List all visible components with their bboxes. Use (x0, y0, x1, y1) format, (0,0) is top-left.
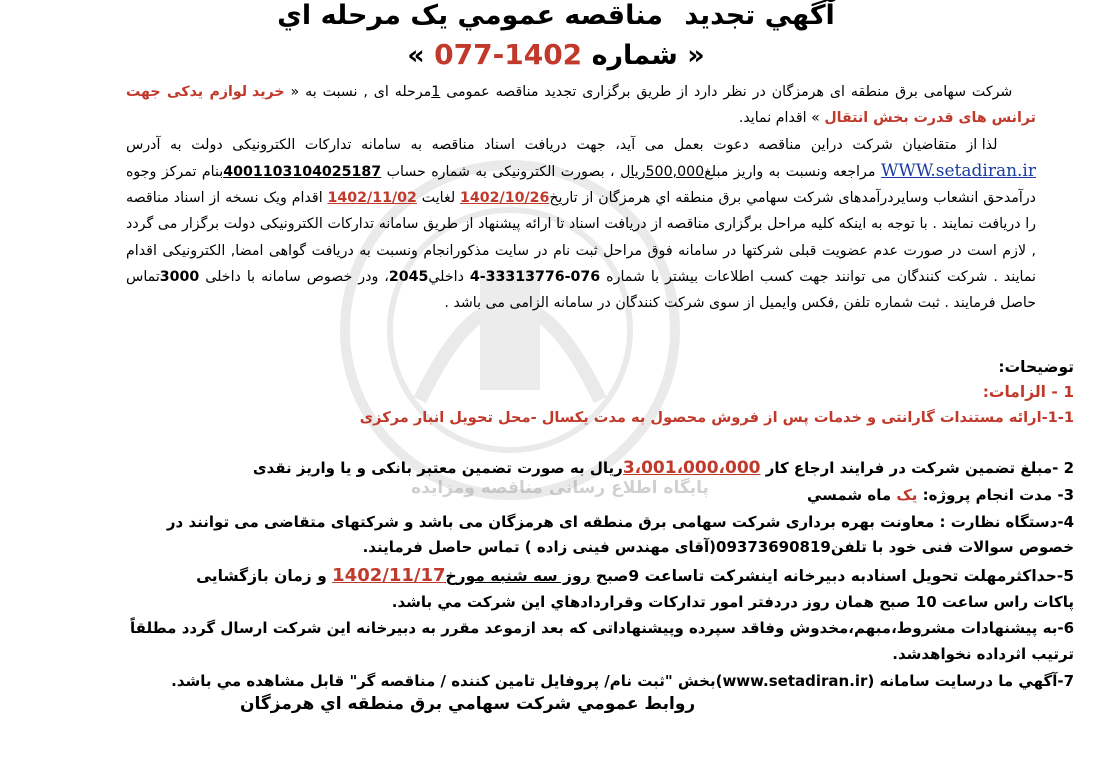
item-2-guarantee (253, 458, 1074, 478)
item-4-line2 (363, 538, 1074, 556)
account-number: 4001103104025187 (223, 163, 382, 180)
item-7 (171, 672, 1074, 690)
item4-text-c: (آقای مهندس فینی زاده ) تماس حاصل فرمایند. (362, 538, 717, 556)
item5-text-a: 5-حداکثرمهلت تحویل اسنادبه دبیرخانه اینشرکت تاساعت 9صبح (590, 567, 1074, 585)
details-text-f: اقدام ویک نسخه از اسناد مناقصه را دریافت نمایند . با توجه به اینکه کلیه مراحل برگزاری مناقصه از دریافت اسناد تا ارائه پیشنهاد از طریق سامانه تدارکات الکترونیکی دولت برگزار می گردد , لازم است در صورت عدم عضویت قبلی شرکتها در سامانه فوق مراحل ثبت نام در سایت مذکورانجام ونسبت به دریافت گواهی امضا, الکترونیکی اقدام نمایند . شرکت کنندگان می توانند جهت کسب اطلاعات بیشتر با شماره (126, 190, 1036, 286)
supervisor-phone: 09373690819 (716, 538, 831, 556)
date-from: 1402/10/26 (460, 190, 550, 207)
details-text-a: لذا از متقاضیان شرکت دراین مناقصه دعوت بعمل می آید، جهت دریافت اسناد مناقصه به سامانه تدارکات الکترونیکی دولت به آدرس (126, 136, 998, 153)
deadline-date: 1402/11/17 (332, 565, 446, 586)
title-part1: آگهي تجديد (684, 0, 835, 31)
details-text-c: ، بصورت الکترونیکی به شماره حساب (381, 163, 621, 180)
notes-heading: توضیحات: (998, 358, 1074, 376)
duration-value: یک (896, 486, 918, 504)
item-6-line2: ترتیب اثرداده نخواهدشد. (892, 645, 1074, 663)
title-part2: مناقصه عمومي يک مرحله اي (277, 0, 663, 31)
details-text-g: داخلي (428, 269, 470, 286)
requirement-1-1: 1-1-ارائه مستندات گارانتی و خدمات پس از فروش محصول به مدت یکسال -محل تحویل انبار مرکزی (359, 409, 1074, 426)
item3-text-a: 3- مدت انجام پروژه: (922, 486, 1074, 504)
requirements-heading: 1 - الزامات: (982, 383, 1074, 401)
item7-text-a: 7-آگهي ما درسايت سامانه ( (867, 672, 1074, 690)
contact-phone: 076-33313776-4 (469, 269, 601, 286)
details-text-h: ، ودر خصوص سامانه با داخلی (199, 269, 389, 286)
details-text-d: بنام تمرکز وجوه درآمدحق انشعاب وسایردرآمدهای شرکت سهامي برق منطقه اي هرمزگان از تاریخ (126, 163, 1036, 207)
details-text-b: مراجعه ونسبت به واریز مبلغ (704, 163, 881, 180)
details-text-i: تماس حاصل فرمایند . ثبت شماره تلفن ,فکس وایمیل از سوی شرکت کنندگان در سامانه الزامی می باشد . (126, 269, 1036, 312)
intro-text-b: مرحله ای , نسبت به « (284, 84, 432, 100)
setadiran-link[interactable]: WWW.setadiran.ir (880, 160, 1036, 181)
extension-1: 2045 (388, 269, 429, 286)
item4-text-b: خصوص سوالات فنی خود با تلفن (830, 538, 1074, 556)
number-prefix: « شماره (591, 40, 705, 71)
guarantee-amount: 3،001،000،000 (622, 458, 761, 478)
item2-text-b: ریال به صورت تضمین معتبر بانکی و یا واریز نقدی (252, 459, 623, 477)
item-3-duration (807, 486, 1074, 504)
deadline-day: روز سه شنبه مورخ (445, 567, 591, 585)
extension-2: 3000 (159, 269, 200, 286)
details-text-e: لغایت (416, 190, 461, 207)
date-to: 1402/11/02 (327, 190, 417, 207)
notes-section (74, 0, 1074, 776)
intro-stage-num: 1 (431, 84, 441, 100)
tender-subject: خرید لوازم یدکی جهت ترانس های قدرت بخش انتقال (126, 84, 1036, 127)
number-value: 1402-077 (434, 38, 583, 71)
intro-text-a: شرکت سهامی برق منطقه ای هرمزگان در نظر دارد از طریق برگزاری تجدید مناقصه عمومی (440, 84, 1013, 100)
number-suffix: » (407, 40, 425, 71)
item-5-line1 (196, 565, 1074, 586)
watermark-text: پایگاه اطلاع رسانی مناقصه ومزایده (411, 478, 709, 498)
item-6-line1: 6-به پیشنهادات مشروط،مبهم،مخدوش وفاقد سپرده وپیشنهاداتی که بعد ازموعد مقرر به دبیرخانه این شرکت ارسال گردد مطلقاً (130, 619, 1074, 637)
item3-text-b: ماه شمسي (806, 486, 892, 504)
document-fee: 500,000ریال (620, 163, 705, 180)
item-5-line2: پاکات راس ساعت 10 صبح همان روز دردفتر امور تدارکات وقراردادهاي اين شرکت مي باشد. (391, 593, 1074, 611)
intro-text-c: » اقدام نماید. (738, 110, 825, 127)
item-4-line1: 4-دستگاه نظارت : معاونت بهره برداری شرکت سهامی برق منطقه ای هرمزگان می باشد و شرکتهای متقاضی می توانند در (166, 513, 1074, 531)
signature: روابط عمومي شرکت سهامي برق منطقه اي هرمزگان (240, 694, 696, 714)
item2-text-a: 2 -مبلغ تضمین شرکت در فرایند ارجاع کار (765, 459, 1074, 477)
item7-text-b: )بخش "ثبت نام/ پروفايل تامين کننده / مناقصه گر" قابل مشاهده مي باشد. (171, 672, 723, 690)
item5-text-b: و زمان بازگشایی (196, 567, 333, 585)
item7-site[interactable]: www.setadiran.ir (722, 672, 868, 690)
